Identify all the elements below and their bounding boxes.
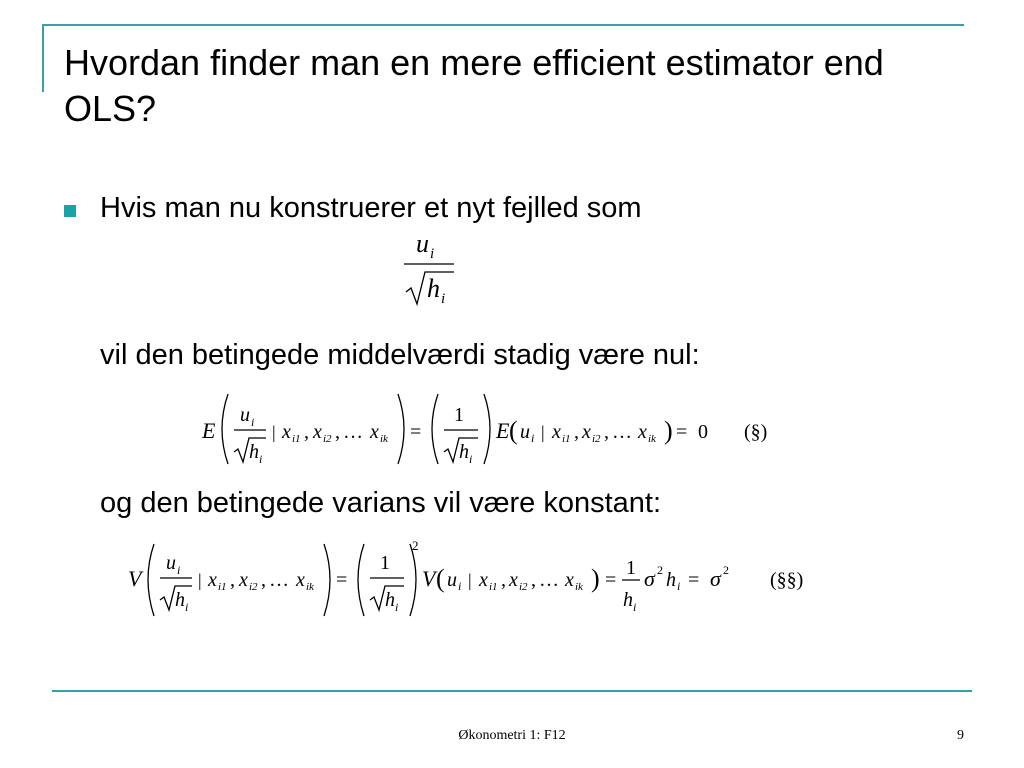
svg-text:i: i [251,415,255,429]
svg-text:|: | [468,570,472,590]
svg-text:|: | [198,570,202,590]
u-symbol: u [416,229,429,258]
svg-text:…: … [612,421,632,443]
svg-text:x: x [552,421,561,443]
svg-text:…: … [539,569,559,591]
svg-text:i: i [633,600,637,614]
left-paren-large [432,394,438,464]
svg-text:,: , [304,421,309,443]
svg-text:|: | [541,422,545,442]
new-error-term-formula [398,228,468,312]
svg-text:x: x [313,421,322,443]
right-paren-large [484,394,490,464]
svg-text:i2: i2 [323,433,332,445]
svg-text:=: = [688,569,700,591]
left-paren-large [148,544,154,616]
svg-text:i2: i2 [592,433,601,445]
svg-text:i2: i2 [519,581,528,593]
conditional-variance-text: og den betingede varians vil være konstant: [100,487,662,519]
svg-text:…: … [343,421,363,443]
svg-text:i: i [458,579,462,593]
svg-text:x: x [479,569,488,591]
right-paren-large [410,544,416,616]
svg-text:x: x [509,569,518,591]
svg-text:ik: ik [575,581,583,593]
svg-text:2: 2 [657,563,663,577]
svg-text:=: = [410,421,422,443]
bullet-item [64,188,642,228]
svg-text:ik: ik [380,433,388,445]
page-number: 9 [957,728,964,743]
sigma-symbol: σ [644,566,655,591]
svg-text:): ) [664,416,673,445]
right-paren-large [324,544,330,616]
svg-text:i: i [185,600,189,614]
right-paren-large [398,394,404,464]
svg-text:x: x [370,421,379,443]
svg-text:i1: i1 [218,581,227,593]
svg-text:): ) [591,564,600,593]
svg-text:σ: σ [710,566,721,591]
slide-title: Hvordan finder man en mere efficient estimator end OLS? [64,42,884,129]
svg-text:,: , [531,569,536,591]
svg-text:i1: i1 [292,433,301,445]
svg-text:ik: ik [306,581,314,593]
equation-tag: (§) [744,421,768,443]
svg-text:1: 1 [626,557,636,579]
svg-text:h: h [666,569,676,591]
svg-text:V: V [422,566,436,591]
svg-text:x: x [565,569,574,591]
svg-text:u: u [166,552,176,574]
svg-text:i1: i1 [562,433,571,445]
svg-text:i2: i2 [249,581,258,593]
svg-text:i1: i1 [489,581,498,593]
svg-text:x: x [296,569,305,591]
svg-text:=: = [605,569,617,591]
svg-text:,: , [261,569,266,591]
svg-text:x: x [282,421,291,443]
svg-text:…: … [269,569,289,591]
title-frame-top-rule [44,24,964,26]
svg-text:i: i [531,431,535,445]
footer-course-title: Økonometri 1: F12 [458,728,566,743]
svg-text:h: h [175,589,185,611]
svg-text:i: i [177,563,181,577]
bullet-square-icon [64,205,76,217]
svg-text:h: h [459,441,469,463]
bullet-text: Hvis man nu konstruerer et nyt fejlled som [100,192,642,224]
i-subscript: i [441,291,446,307]
svg-text:,: , [230,569,235,591]
svg-text:1: 1 [454,404,464,426]
svg-text:i: i [469,452,473,466]
svg-text:2: 2 [723,563,729,577]
svg-text:h: h [385,589,395,611]
equation-tag: (§§) [770,569,804,591]
svg-text:(: ( [436,564,445,593]
conditional-mean-equation [196,388,796,470]
svg-text:|: | [272,422,276,442]
svg-text:0: 0 [698,421,708,443]
h-symbol: h [427,274,440,303]
conditional-variance-equation [122,536,822,622]
svg-text:i: i [259,452,263,466]
expectation-E: E [202,418,216,443]
svg-text:=: = [336,569,348,591]
conditional-mean-text: vil den betingede middelværdi stadig være nul: [100,339,700,371]
svg-text:i: i [395,600,399,614]
variance-V: V [128,566,142,591]
svg-text:1: 1 [380,552,390,574]
footer-rule [52,690,972,692]
svg-text:=: = [676,421,688,443]
svg-text:h: h [249,441,259,463]
svg-text:,: , [335,421,340,443]
title-frame-left-rule [42,24,44,92]
svg-text:,: , [604,421,609,443]
svg-text:x: x [638,421,647,443]
i-subscript: i [430,246,435,262]
svg-text:,: , [574,421,579,443]
svg-text:h: h [623,589,633,611]
exponent-two: 2 [412,538,419,553]
svg-text:u: u [447,569,457,591]
svg-text:u: u [240,404,250,426]
svg-text:ik: ik [648,433,656,445]
svg-text:u: u [520,421,530,443]
svg-text:x: x [582,421,591,443]
left-paren-large [358,544,364,616]
svg-text:(: ( [509,416,518,445]
svg-text:E: E [496,418,510,443]
svg-text:x: x [208,569,217,591]
svg-text:x: x [239,569,248,591]
left-paren-large [222,394,228,464]
svg-text:,: , [501,569,506,591]
svg-text:i: i [677,579,681,593]
